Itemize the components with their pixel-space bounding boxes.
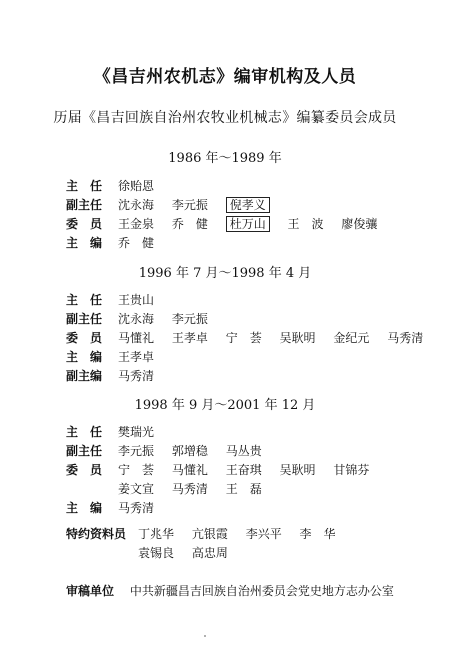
name-list [118, 348, 168, 365]
role-label: 特约资料员 [66, 526, 127, 541]
person-name: 王贵山 [118, 292, 155, 307]
person-name-boxed: 杜万山 [226, 216, 270, 232]
person-name: 沈永海 [118, 311, 155, 326]
person-name: 丁兆华 [138, 526, 175, 541]
role-label: 主 任 [66, 424, 103, 439]
period-heading: 1986 年～1989 年 [168, 151, 282, 166]
person-name: 王金泉 [118, 216, 155, 231]
vice-director-row [66, 195, 284, 213]
person-name: 王 磊 [225, 481, 262, 496]
person-name: 马丛贵 [225, 443, 262, 458]
page-dot [204, 635, 206, 637]
person-name: 李兴平 [245, 526, 282, 541]
person-name: 宁 荟 [118, 462, 155, 477]
role-label: 委 员 [66, 330, 103, 345]
vice-director-row [66, 441, 276, 459]
special-contributors-row-continued [138, 543, 242, 561]
role-label: 委 员 [66, 462, 103, 477]
role-label: 副主任 [66, 311, 103, 326]
period-heading: 1996 年 7 月～1998 年 4 月 [138, 266, 312, 281]
page-subtitle: 历届《昌吉回族自治州农牧业机械志》编纂委员会成员 [53, 110, 397, 126]
name-list [118, 291, 168, 308]
role-label: 主 任 [66, 178, 103, 193]
director-row [66, 176, 168, 194]
role-label: 主 编 [66, 349, 103, 364]
name-list [118, 499, 168, 516]
role-label: 主 编 [66, 500, 103, 515]
role-label: 副主任 [66, 197, 103, 212]
person-name: 王孝卓 [171, 330, 208, 345]
person-name: 乔 健 [171, 216, 208, 231]
person-name: 马秀清 [387, 330, 424, 345]
period-heading: 1998 年 9 月～2001 年 12 月 [134, 398, 316, 413]
person-name: 马懂礼 [118, 330, 155, 345]
person-name: 乔 健 [118, 235, 155, 250]
name-list [118, 423, 168, 440]
person-name: 李元振 [171, 311, 208, 326]
name-list [118, 310, 222, 327]
name-list [118, 461, 383, 478]
editor-row [66, 498, 168, 516]
members-row [66, 214, 391, 232]
person-name: 吴耿明 [279, 462, 316, 477]
role-label: 副主编 [66, 368, 103, 383]
person-name: 袁锡良 [138, 545, 175, 560]
person-name: 姜文宣 [118, 481, 155, 496]
name-list [118, 480, 276, 497]
review-unit-value: 中共新疆昌吉回族自治州委员会党史地方志办公室 [129, 584, 394, 598]
role-label: 副主任 [66, 443, 103, 458]
name-list [118, 177, 168, 194]
name-list [118, 234, 168, 251]
person-name: 高忠周 [191, 545, 228, 560]
person-name: 马懂礼 [171, 462, 208, 477]
name-list [118, 367, 168, 384]
director-row [66, 422, 168, 440]
person-name: 沈永海 [118, 197, 155, 212]
person-name: 樊瑞光 [118, 424, 155, 439]
person-name: 马秀清 [118, 500, 155, 515]
editor-row [66, 347, 168, 365]
name-list [138, 544, 242, 561]
name-list [118, 329, 437, 346]
director-row [66, 290, 168, 308]
person-name: 李元振 [118, 443, 155, 458]
members-row-continued [118, 479, 276, 497]
role-label: 主 编 [66, 235, 103, 250]
name-list [138, 525, 350, 542]
person-name: 宁 荟 [225, 330, 262, 345]
name-list [118, 196, 284, 213]
name-list [118, 442, 276, 459]
person-name: 李元振 [171, 197, 208, 212]
editor-row [66, 233, 168, 251]
person-name: 郭增稳 [171, 443, 208, 458]
person-name: 李 华 [299, 526, 336, 541]
person-name: 亢银霞 [191, 526, 228, 541]
person-name: 吴耿明 [279, 330, 316, 345]
person-name: 王 波 [287, 216, 324, 231]
members-row [66, 460, 383, 478]
review-unit-label: 审稿单位 [66, 584, 115, 598]
person-name: 徐贻恩 [118, 178, 155, 193]
name-list [118, 215, 391, 232]
person-name: 甘锦芬 [333, 462, 370, 477]
person-name: 廖俊骧 [341, 216, 378, 231]
person-name: 王奋琪 [225, 462, 262, 477]
page-title: 《昌吉州农机志》编审机构及人员 [93, 67, 357, 87]
vice-editor-row [66, 366, 168, 384]
person-name: 马秀清 [118, 368, 155, 383]
review-unit-row [66, 582, 394, 599]
special-contributors-row [66, 524, 350, 542]
person-name: 金纪元 [333, 330, 370, 345]
person-name-boxed: 倪孝义 [226, 197, 270, 213]
members-row [66, 328, 437, 346]
role-label: 委 员 [66, 216, 103, 231]
person-name: 马秀清 [171, 481, 208, 496]
person-name: 王孝卓 [118, 349, 155, 364]
vice-director-row [66, 309, 222, 327]
role-label: 主 任 [66, 292, 103, 307]
